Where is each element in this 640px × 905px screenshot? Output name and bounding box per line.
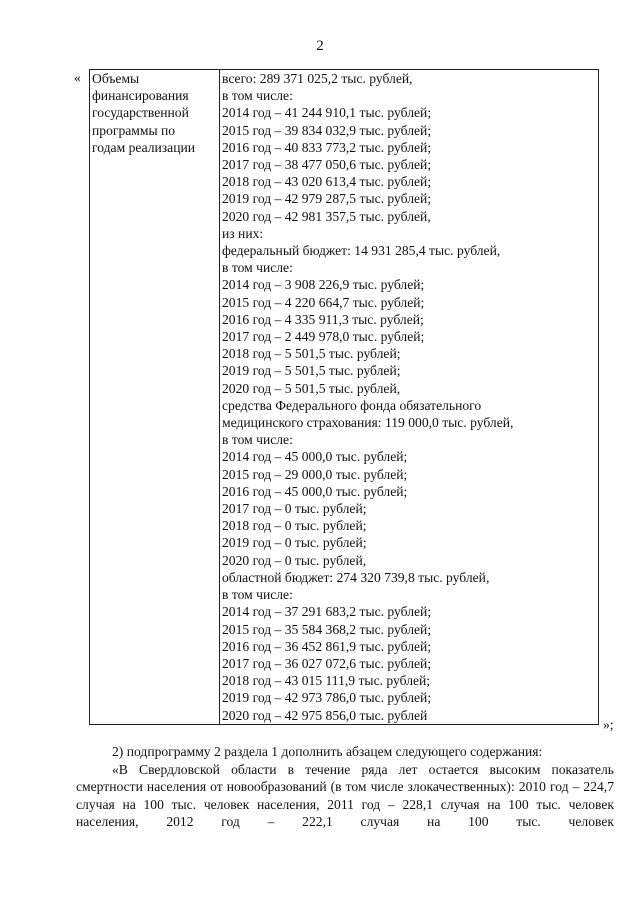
financing-value-cell	[220, 70, 599, 725]
financing-value-line: 2015 год – 39 834 032,9 тыс. рублей;	[222, 122, 432, 138]
financing-value-line: 2019 год – 42 973 786,0 тыс. рублей;	[222, 690, 432, 706]
financing-value-line: 2014 год – 45 000,0 тыс. рублей;	[222, 449, 408, 465]
financing-value-line: медицинского страхования: 119 000,0 тыс. рублей,	[222, 415, 514, 431]
financing-value-line: 2018 год – 43 020 613,4 тыс. рублей;	[222, 174, 432, 190]
financing-value-line: в том числе:	[222, 587, 293, 603]
financing-value-line: из них:	[222, 225, 264, 241]
financing-value-line: в том числе:	[222, 432, 293, 448]
financing-label-line: финансирования	[92, 88, 189, 104]
opening-quote-mark: «	[74, 70, 81, 85]
financing-value-line: 2016 год – 36 452 861,9 тыс. рублей;	[222, 638, 432, 654]
financing-label-line: программы по	[92, 122, 176, 138]
financing-value-line: 2017 год – 2 449 978,0 тыс. рублей;	[222, 329, 425, 345]
financing-value-line: 2020 год – 42 981 357,5 тыс. рублей,	[222, 208, 431, 224]
financing-value-line: 2020 год – 5 501,5 тыс. рублей,	[222, 380, 401, 396]
financing-label	[92, 70, 217, 156]
financing-table	[89, 69, 599, 725]
financing-value-line: 2017 год – 38 477 050,6 тыс. рублей;	[222, 157, 432, 173]
financing-value-line: 2016 год – 40 833 773,2 тыс. рублей;	[222, 139, 432, 155]
financing-label-line: государственной	[92, 105, 189, 121]
financing-value-line: средства Федерального фонда обязательного	[222, 397, 482, 413]
financing-value-line: федеральный бюджет: 14 931 285,4 тыс. рублей,	[222, 243, 501, 259]
financing-value-line: 2016 год – 45 000,0 тыс. рублей;	[222, 483, 408, 499]
financing-value-line: 2017 год – 36 027 072,6 тыс. рублей;	[222, 655, 432, 671]
financing-value-line: 2018 год – 43 015 111,9 тыс. рублей;	[222, 673, 431, 689]
closing-quote-mark: »;	[603, 717, 614, 732]
financing-value-line: 2020 год – 0 тыс. рублей,	[222, 552, 367, 568]
financing-row	[90, 70, 599, 725]
financing-value-line: 2018 год – 0 тыс. рублей;	[222, 518, 367, 534]
financing-value-line: 2015 год – 4 220 664,7 тыс. рублей;	[222, 294, 425, 310]
financing-label-cell	[90, 70, 220, 725]
financing-value-line: 2019 год – 42 979 287,5 тыс. рублей;	[222, 191, 432, 207]
financing-value-line: 2014 год – 37 291 683,2 тыс. рублей;	[222, 604, 432, 620]
page-number: 2	[316, 38, 324, 54]
financing-value-line: 2016 год – 4 335 911,3 тыс. рублей;	[222, 311, 424, 327]
financing-value-line: 2015 год – 29 000,0 тыс. рублей;	[222, 466, 408, 482]
mortality-paragraph: «В Свердловской области в течение ряда лет остается высоким показатель смертности населения от новообразований (в том числе злокачественных): 2010 год – 224,7 случая на 100 тыс. человек населения, 2011 год – 228,1 случая на 100 тыс. человек населения, 2012 год – 222,1 случая на 100 тыс. человек	[76, 761, 614, 830]
financing-values	[222, 70, 596, 724]
financing-value-line: областной бюджет: 274 320 739,8 тыс. рублей,	[222, 569, 490, 585]
financing-label-line: годам реализации	[92, 139, 196, 155]
financing-value-line: 2018 год – 5 501,5 тыс. рублей;	[222, 346, 401, 362]
financing-value-line: 2019 год – 5 501,5 тыс. рублей;	[222, 363, 401, 379]
amendment-paragraph: 2) подпрограмму 2 раздела 1 дополнить абзацем следующего содержания:	[112, 744, 543, 759]
financing-value-line: 2019 год – 0 тыс. рублей;	[222, 535, 367, 551]
body-text	[76, 743, 614, 831]
financing-value-line: 2015 год – 35 584 368,2 тыс. рублей;	[222, 621, 432, 637]
financing-value-line: 2014 год – 41 244 910,1 тыс. рублей;	[222, 105, 432, 121]
financing-label-line: Объемы	[92, 71, 140, 86]
financing-value-line: 2017 год – 0 тыс. рублей;	[222, 501, 367, 517]
financing-value-line: всего: 289 371 025,2 тыс. рублей,	[222, 71, 413, 86]
financing-value-line: в том числе:	[222, 260, 293, 276]
financing-value-line: 2020 год – 42 975 856,0 тыс. рублей	[222, 707, 428, 723]
financing-value-line: 2014 год – 3 908 226,9 тыс. рублей;	[222, 277, 425, 293]
financing-value-line: в том числе:	[222, 88, 293, 104]
